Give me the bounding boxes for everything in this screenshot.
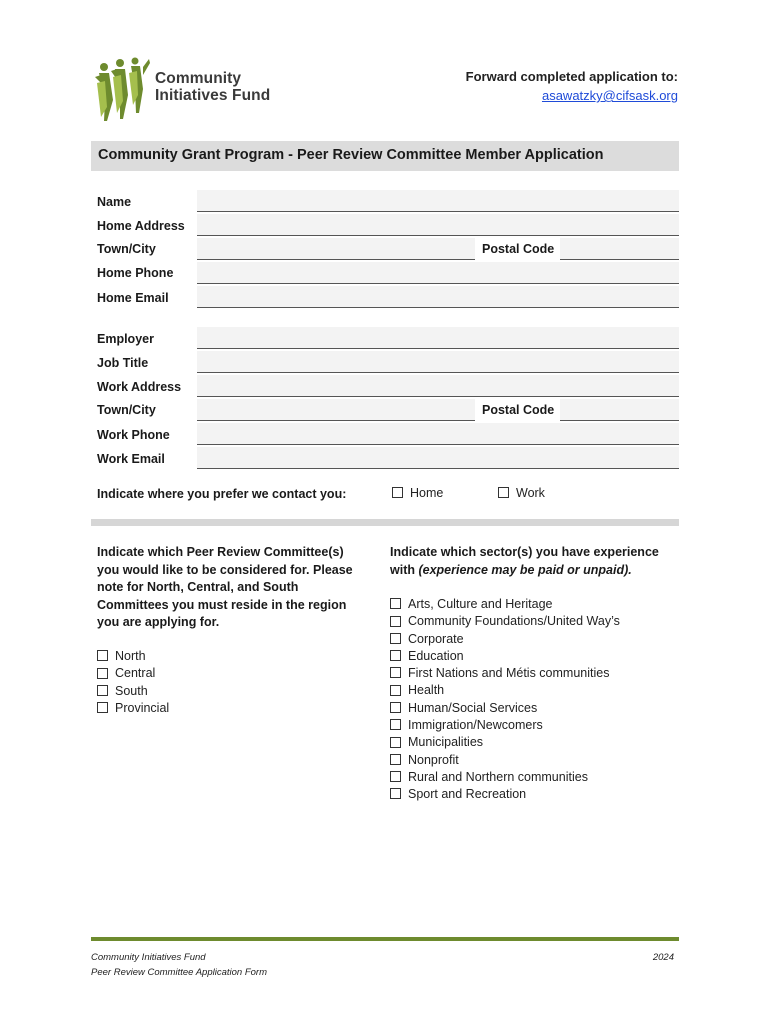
sector-label: Education	[408, 648, 464, 663]
sector-label: First Nations and Métis communities	[408, 666, 610, 681]
employer-label: Employer	[97, 332, 154, 346]
committee-south-label: South	[115, 683, 148, 698]
logo-line-1: Community	[155, 70, 242, 87]
contact-home-label: Home	[410, 486, 444, 500]
work-phone-field[interactable]	[197, 423, 679, 445]
sector-option[interactable]	[390, 700, 620, 717]
logo	[93, 55, 273, 123]
home-phone-label: Home Phone	[97, 266, 174, 280]
committee-prompt: Indicate which Peer Review Committee(s) you would like to be considered for. Please note for North, Central, and South Committees you must reside in the region you are applying for.	[97, 545, 353, 629]
sector-prompt-text: Indicate which sector(s) you have experience with	[390, 545, 659, 577]
sector-option[interactable]	[390, 682, 620, 699]
work-email-label: Work Email	[97, 452, 165, 466]
sector-checkbox[interactable]	[390, 633, 401, 644]
committee-provincial-label: Provincial	[115, 700, 170, 715]
sector-label: Immigration/Newcomers	[408, 718, 543, 733]
sector-option[interactable]	[390, 752, 620, 769]
sector-prompt-emphasis: (experience may be paid or unpaid).	[418, 562, 632, 577]
logo-line-2: Initiatives Fund	[155, 87, 271, 104]
sector-option[interactable]	[390, 665, 620, 682]
sector-checkbox[interactable]	[390, 702, 401, 713]
committee-north-label: North	[115, 649, 146, 663]
home-town-label: Town/City	[97, 242, 156, 256]
forward-block	[466, 67, 678, 105]
form-title: Community Grant Program - Peer Review Committee Member Application	[98, 147, 604, 163]
sector-option[interactable]	[390, 734, 620, 751]
sector-options	[390, 596, 620, 804]
job-title-label: Job Title	[97, 356, 149, 370]
sector-checkbox[interactable]	[390, 616, 401, 627]
home-postal-label: Postal Code	[482, 242, 555, 256]
home-email-label: Home Email	[97, 291, 169, 305]
forward-label: Forward completed application to:	[465, 69, 678, 84]
section-divider	[91, 519, 679, 526]
name-label: Name	[97, 195, 132, 209]
committee-option-north[interactable]	[97, 648, 169, 665]
work-email-field[interactable]	[197, 447, 679, 469]
form-title-bar	[91, 141, 679, 171]
committee-option-provincial[interactable]	[97, 700, 169, 717]
work-postal-label: Postal Code	[482, 403, 555, 417]
job-title-field[interactable]	[197, 351, 679, 373]
sector-checkbox[interactable]	[390, 771, 401, 782]
sector-checkbox[interactable]	[390, 650, 401, 661]
checkbox-central[interactable]	[97, 668, 108, 679]
sector-checkbox[interactable]	[390, 719, 401, 730]
work-address-field[interactable]	[197, 375, 679, 397]
home-address-field[interactable]	[197, 214, 679, 236]
sector-option[interactable]	[390, 631, 620, 648]
contact-work-checkbox[interactable]	[498, 487, 509, 498]
sector-option[interactable]	[390, 769, 620, 786]
committee-option-central[interactable]	[97, 665, 169, 682]
sector-label: Municipalities	[408, 735, 484, 750]
sector-checkbox[interactable]	[390, 754, 401, 765]
contact-work-label: Work	[516, 486, 545, 500]
sector-prompt	[390, 544, 670, 579]
sector-checkbox[interactable]	[390, 737, 401, 748]
work-town-label: Town/City	[97, 403, 156, 417]
checkbox-north[interactable]	[97, 650, 108, 661]
home-phone-field[interactable]	[197, 262, 679, 284]
committee-options	[97, 648, 169, 717]
footer-org: Community Initiatives Fund	[91, 952, 206, 963]
forward-email-link[interactable]: asawatzky@cifsask.org	[541, 88, 678, 103]
contact-work-option[interactable]	[498, 486, 545, 500]
committee-option-south[interactable]	[97, 683, 169, 700]
work-postal-field[interactable]	[560, 399, 679, 421]
home-postal-field[interactable]	[560, 238, 679, 260]
sector-label: Health	[408, 683, 445, 698]
home-email-field[interactable]	[197, 286, 679, 308]
sector-label: Community Foundations/United Way’s	[408, 614, 620, 629]
footer-rule	[91, 937, 679, 941]
contact-home-option[interactable]	[392, 486, 443, 500]
home-address-label: Home Address	[97, 219, 185, 233]
committee-central-label: Central	[115, 666, 156, 681]
sector-option[interactable]	[390, 613, 620, 630]
sector-label: Arts, Culture and Heritage	[408, 597, 553, 611]
sector-checkbox[interactable]	[390, 598, 401, 609]
sector-label: Corporate	[408, 631, 464, 646]
name-field[interactable]	[197, 190, 679, 212]
sector-option[interactable]	[390, 717, 620, 734]
footer-left	[91, 950, 267, 980]
checkbox-provincial[interactable]	[97, 702, 108, 713]
sector-label: Nonprofit	[408, 752, 459, 767]
sector-label: Sport and Recreation	[408, 787, 527, 802]
sector-label: Human/Social Services	[408, 700, 538, 715]
sector-checkbox[interactable]	[390, 788, 401, 799]
contact-home-checkbox[interactable]	[392, 487, 403, 498]
contact-pref-label: Indicate where you prefer we contact you:	[97, 487, 347, 501]
sector-option[interactable]	[390, 648, 620, 665]
footer-year: 2024	[652, 952, 674, 963]
sector-checkbox[interactable]	[390, 667, 401, 678]
checkbox-south[interactable]	[97, 685, 108, 696]
footer-form-name: Peer Review Committee Application Form	[91, 967, 267, 978]
work-phone-label: Work Phone	[97, 428, 170, 442]
logo-figures-icon	[93, 55, 153, 123]
sector-label: Rural and Northern communities	[408, 769, 588, 784]
work-town-field[interactable]	[197, 399, 475, 421]
sector-option[interactable]	[390, 786, 620, 803]
home-town-field[interactable]	[197, 238, 475, 260]
work-address-label: Work Address	[97, 380, 182, 394]
employer-field[interactable]	[197, 327, 679, 349]
sector-option[interactable]	[390, 596, 620, 613]
sector-checkbox[interactable]	[390, 685, 401, 696]
